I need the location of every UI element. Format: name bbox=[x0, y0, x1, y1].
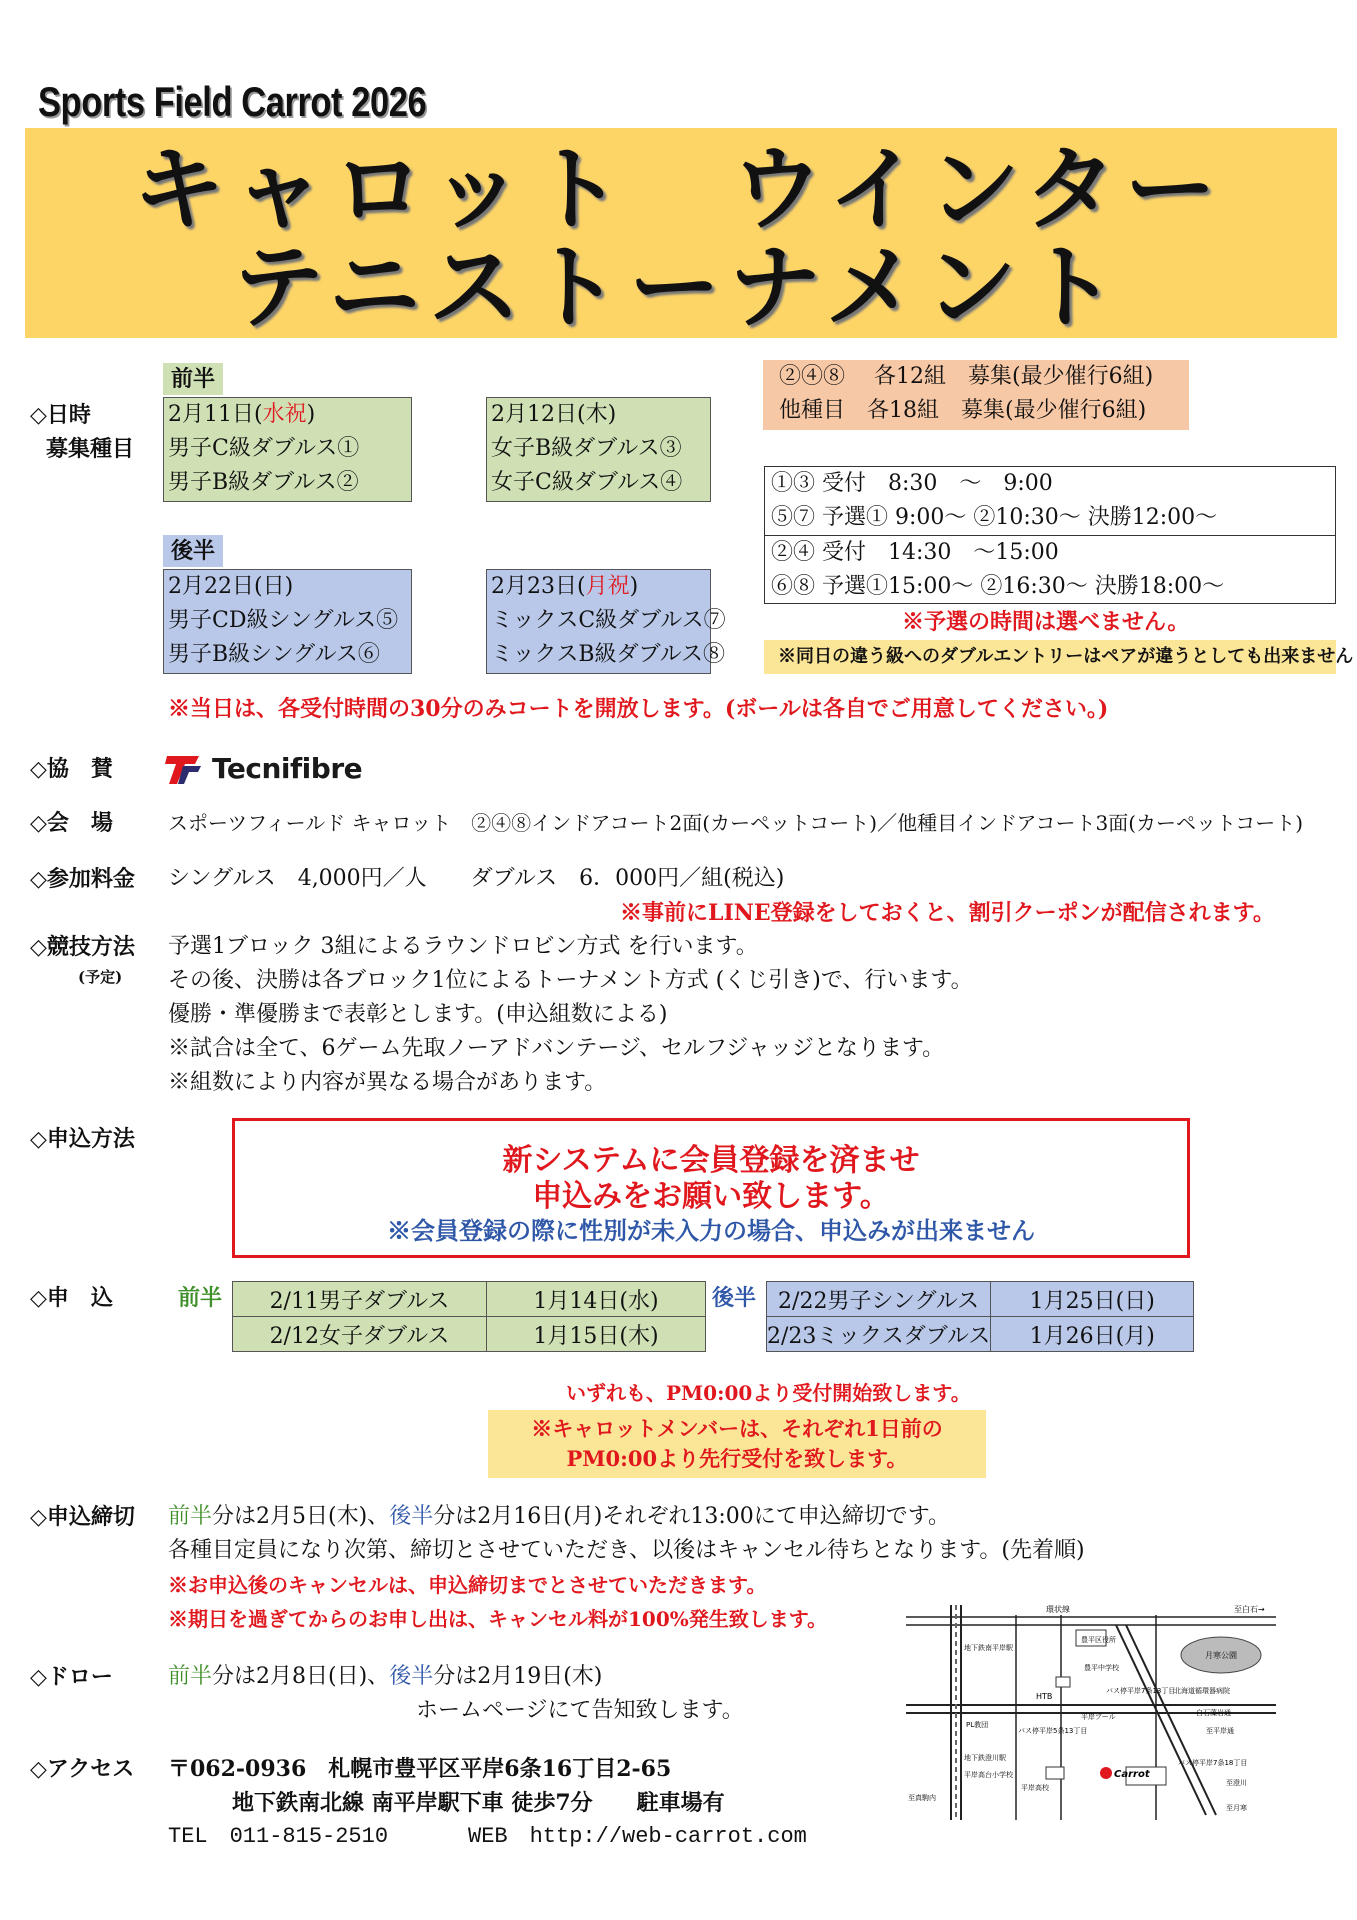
map-label: 月寒公園 bbox=[1205, 1651, 1237, 1660]
second-half-label: 後半 bbox=[163, 535, 223, 567]
time-row-2: ⑤⑦ 予選① 9:00～ ②10:30～ 決勝12:00～ bbox=[771, 505, 1218, 530]
table-row bbox=[233, 1317, 706, 1352]
location-marker-icon bbox=[1100, 1767, 1112, 1779]
notice-line-1: 新システムに会員登録を済ませ bbox=[502, 1143, 920, 1178]
apply-event: 2/11男子ダブルス bbox=[233, 1282, 487, 1317]
apply-first-half-label: 前半 bbox=[178, 1285, 223, 1311]
apply-method-label: ◇申込方法 bbox=[30, 1126, 135, 1152]
recruit-line-2: 他種目 各18組 募集(最少催行6組) bbox=[779, 398, 1147, 423]
apply-date: 1月25日(日) bbox=[991, 1282, 1194, 1317]
registration-notice bbox=[232, 1118, 1190, 1258]
map-label: バス停平岸7条18丁目 bbox=[1178, 1759, 1248, 1767]
fee-text: シングルス 4,000円／人 ダブルス 6．000円／組(税込) bbox=[168, 866, 785, 891]
map-label: 平岸プール bbox=[1081, 1713, 1116, 1721]
notice-line-3: ※会員登録の際に性別が未入力の場合、申込みが出来ません bbox=[387, 1216, 1035, 1245]
deadline-label: ◇申込締切 bbox=[30, 1504, 135, 1530]
map-label: 白石藻岩通 bbox=[1196, 1709, 1231, 1717]
event-7: ミックスC級ダブルス⑦ bbox=[491, 608, 726, 633]
map-label: 環状線 bbox=[1046, 1605, 1070, 1614]
court-note: ※当日は、各受付時間の30分のみコートを開放します。(ボールは各自でご用意してください。) bbox=[168, 696, 1109, 722]
event-6: 男子B級シングルス⑥ bbox=[168, 642, 380, 667]
map-label: 平岸高台小学校 bbox=[964, 1771, 1013, 1779]
cancel-note-1: ※お申込後のキャンセルは、申込締切までとさせていただきます。 bbox=[168, 1573, 767, 1597]
tecnifibre-logo-icon bbox=[165, 752, 203, 786]
format-line-2: その後、決勝は各ブロック1位によるトーナメント方式 (くじ引き)で、行います。 bbox=[168, 968, 973, 993]
event-3: 女子B級ダブルス③ bbox=[491, 436, 682, 461]
double-entry-note-box bbox=[764, 640, 1354, 674]
deadline-line-2: 各種目定員になり次第、締切とさせていただき、以後はキャンセル待ちとなります。(先着順) bbox=[168, 1538, 1085, 1563]
format-line-3: 優勝・準優勝まで表彰とします。(申込組数による) bbox=[168, 1002, 668, 1027]
draw-line-1: 前半分は2月8日(日)、後半分は2月19日(木) bbox=[168, 1664, 603, 1689]
map-label: 平岸高校 bbox=[1021, 1784, 1049, 1792]
member-note-line-1: ※キャロットメンバーは、それぞれ1日前の bbox=[531, 1416, 943, 1441]
access-transit: 地下鉄南北線 南平岸駅下車 徒歩7分 駐車場有 bbox=[232, 1790, 725, 1816]
apply-start-note: いずれも、PM0:00より受付開始致します。 bbox=[566, 1381, 971, 1405]
apply-label: ◇申 込 bbox=[30, 1285, 113, 1311]
format-label: ◇競技方法 bbox=[30, 934, 135, 960]
notice-line-2: 申込みをお願い致します。 bbox=[532, 1179, 890, 1214]
map-carrot-logo: Carrot bbox=[1114, 1769, 1150, 1780]
day2-date: 2月12日(木) bbox=[491, 402, 617, 427]
access-tel: TEL 011-815-2510 bbox=[168, 1824, 389, 1849]
fee-note: ※事前にLINE登録をしておくと、割引クーポンが配信されます。 bbox=[620, 900, 1275, 926]
format-line-4: ※試合は全て、6ゲーム先取ノーアドバンテージ、セルフジャッジとなります。 bbox=[168, 1036, 945, 1061]
apply-event: 2/12女子ダブルス bbox=[233, 1317, 487, 1352]
time-row-4: ⑥⑧ 予選①15:00～ ②16:30～ 決勝18:00～ bbox=[771, 574, 1225, 599]
time-row-1: ①③ 受付 8:30 ～ 9:00 bbox=[771, 471, 1053, 496]
venue-text: スポーツフィールド キャロット ②④⑧インドアコート2面(カーペットコート)／他種目インドアコート3面(カーペットコート) bbox=[168, 811, 1304, 835]
dates-label: ◇日時 bbox=[30, 402, 91, 428]
first-half-label: 前半 bbox=[163, 363, 223, 395]
map-label: 至月寒 bbox=[1226, 1804, 1247, 1812]
day3-date: 2月22日(日) bbox=[168, 574, 294, 599]
event-8: ミックスB級ダブルス⑧ bbox=[491, 642, 725, 667]
fee-label: ◇参加料金 bbox=[30, 866, 135, 892]
table-row bbox=[767, 1282, 1194, 1317]
apply-event: 2/23ミックスダブルス bbox=[767, 1317, 991, 1352]
access-address: 〒062-0936 札幌市豊平区平岸6条16丁目2-65 bbox=[168, 1756, 672, 1782]
time-table bbox=[764, 466, 1336, 604]
day1-box bbox=[163, 397, 412, 502]
second-half-apply-table bbox=[766, 1281, 1194, 1352]
events-label: 募集種目 bbox=[46, 436, 135, 462]
draw-label: ◇ドロー bbox=[30, 1664, 113, 1690]
main-title-line1: キャロット ウインター bbox=[132, 136, 1225, 243]
format-line-1: 予選1ブロック 3組によるラウンドロビン方式 を行います。 bbox=[168, 934, 758, 959]
map-label: 北海道循環器病院 bbox=[1174, 1687, 1230, 1695]
brand-title: Sports Field Carrot 2026 bbox=[38, 78, 427, 125]
map-label: 至平岸通 bbox=[1206, 1727, 1234, 1735]
apply-second-half-label: 後半 bbox=[712, 1285, 757, 1311]
map-label: バス停平岸7条13丁目 bbox=[1106, 1687, 1176, 1695]
time-row-3: ②④ 受付 14:30 ～15:00 bbox=[765, 535, 1335, 570]
event-5: 男子CD級シングルス⑤ bbox=[168, 608, 399, 633]
map-label: バス停平岸5条13丁目 bbox=[1018, 1727, 1088, 1735]
map-label: 豊平区役所 bbox=[1081, 1636, 1116, 1644]
event-2: 男子B級ダブルス② bbox=[168, 470, 359, 495]
map-label: HTB bbox=[1036, 1692, 1053, 1701]
table-row bbox=[767, 1317, 1194, 1352]
cancel-note-2: ※期日を過ぎてからのお申し出は、キャンセル料が100%発生致します。 bbox=[168, 1607, 828, 1631]
time-note: ※予選の時間は選べません。 bbox=[902, 609, 1190, 635]
apply-date: 1月15日(木) bbox=[487, 1317, 706, 1352]
day4-box bbox=[486, 569, 726, 674]
recruit-line-1: ②④⑧ 各12組 募集(最少催行6組) bbox=[779, 364, 1154, 389]
apply-event: 2/22男子シングルス bbox=[767, 1282, 991, 1317]
access-web: WEB http://web-carrot.com bbox=[468, 1824, 807, 1849]
venue-label: ◇会 場 bbox=[30, 810, 113, 836]
map-label: 至澄川 bbox=[1226, 1779, 1247, 1787]
day2-box bbox=[486, 397, 711, 502]
sponsor-label: ◇協 賛 bbox=[30, 756, 113, 782]
day3-box bbox=[163, 569, 412, 674]
deadline-line-1: 前半分は2月5日(木)、後半分は2月16日(月)それぞれ13:00にて申込締切です。 bbox=[168, 1504, 951, 1529]
access-label: ◇アクセス bbox=[30, 1756, 135, 1782]
member-note-line-2: PM0:00より先行受付を致します。 bbox=[566, 1446, 908, 1471]
event-1: 男子C級ダブルス① bbox=[168, 436, 360, 461]
recruit-box bbox=[763, 360, 1189, 430]
table-row bbox=[233, 1282, 706, 1317]
event-4: 女子C級ダブルス④ bbox=[491, 470, 683, 495]
map-label: 地下鉄澄川駅 bbox=[964, 1754, 1006, 1762]
double-entry-note: ※同日の違う級へのダブルエントリーはペアが違うとしても出来ません bbox=[778, 646, 1354, 667]
format-line-5: ※組数により内容が異なる場合があります。 bbox=[168, 1070, 607, 1095]
draw-line-2: ホームページにて告知致します。 bbox=[416, 1698, 744, 1723]
format-sub: (予定) bbox=[78, 968, 123, 986]
day4-date: 2月23日(月祝) bbox=[491, 574, 639, 599]
apply-date: 1月14日(水) bbox=[487, 1282, 706, 1317]
main-title-line2: テニストーナメント bbox=[232, 234, 1125, 341]
map-label: PL教団 bbox=[966, 1721, 989, 1729]
first-half-apply-table bbox=[232, 1281, 706, 1352]
map-label: 至真駒内 bbox=[908, 1794, 936, 1802]
map-label: 至白石→ bbox=[1234, 1605, 1265, 1614]
map-label: 地下鉄南平岸駅 bbox=[964, 1644, 1013, 1652]
sponsor-name: Tecnifibre bbox=[212, 752, 363, 785]
map-label: 豊平中学校 bbox=[1084, 1664, 1119, 1672]
access-map bbox=[906, 1595, 1276, 1820]
apply-date: 1月26日(月) bbox=[991, 1317, 1194, 1352]
day1-date: 2月11日(水祝) bbox=[168, 402, 316, 427]
member-note-box bbox=[488, 1410, 986, 1478]
